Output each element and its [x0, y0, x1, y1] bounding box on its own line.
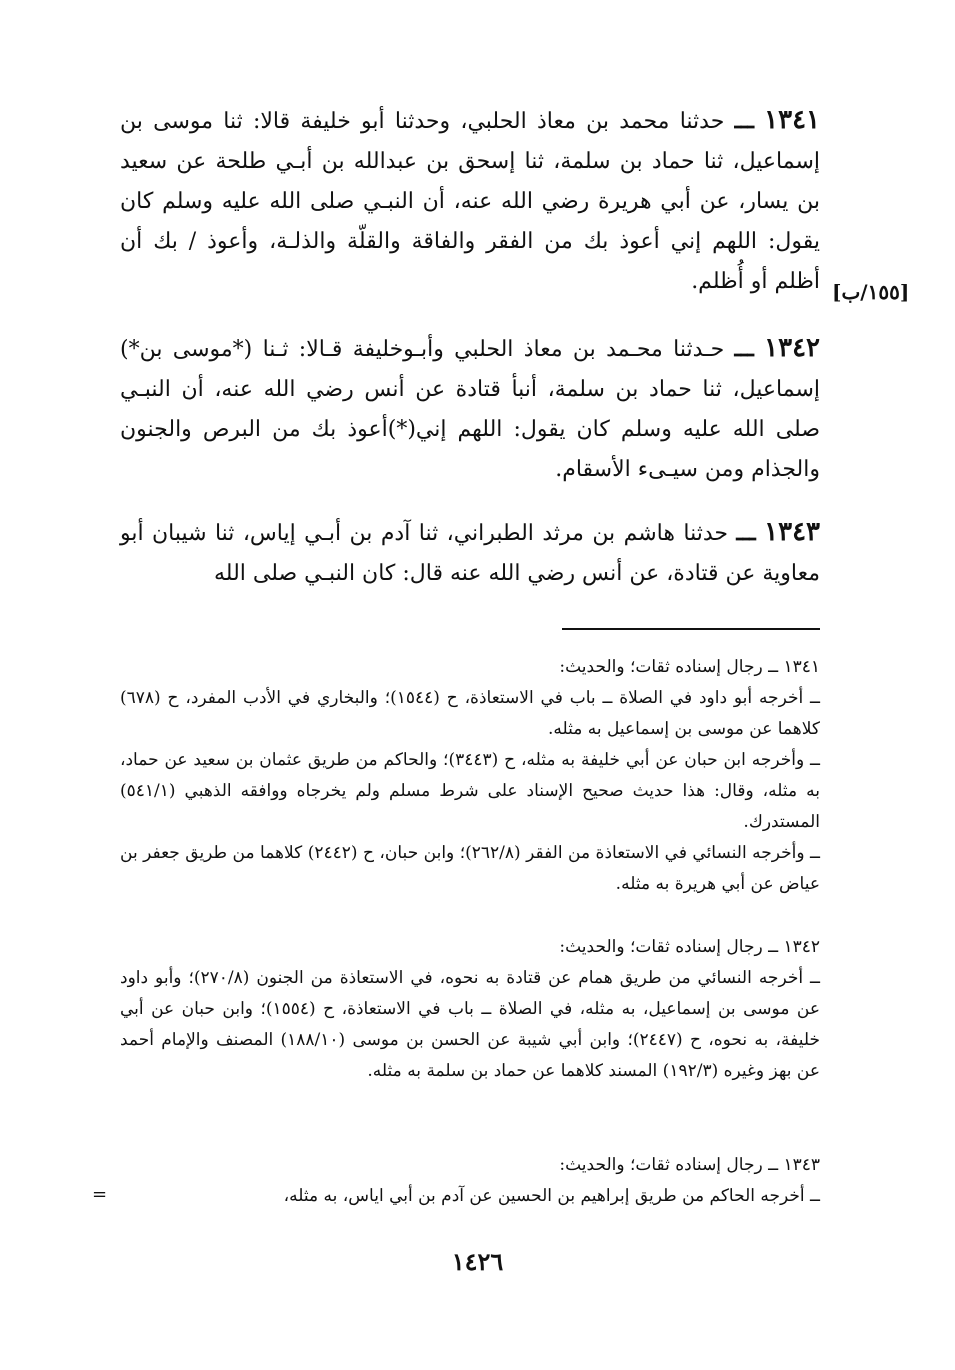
footnote-1342 [120, 932, 820, 1087]
footnote-item: ــ وأخرجه النسائي في الاستعاذة من الفقر (٢٦٢/٨)؛ وابن حبان، ح (٢٤٤٢) كلاهما من طريق جعفر بن عياض عن أبي هريرة به مثله. [120, 843, 820, 894]
footnote-1341 [120, 652, 820, 900]
footnote-head: ١٣٤١ ــ رجال إسناده ثقات؛ والحديث: [559, 657, 820, 677]
footnote-item: ــ أخرجه النسائي من طريق همام عن قتادة به نحوه، في الاستعاذة من الجنون (٢٧٠/٨)؛ وأبو داود عن موسى بن إسماعيل، به مثله، في الصلاة ــ باب في الاستعاذة، ح (١٥٥٤)؛ وابن حبان عن أبي خليفة، به نحوه، ح (٢٤٤٧)؛ وابن أبي شيبة عن الحسن بن موسى (١٨٨/١٠) المصنف والإمام أحمد عن بهز وغيره (١٩٢/٣) المسند كلاهما عن حماد بن سلمة به مثله. [120, 968, 821, 1081]
hadith-number: ١٣٤٢ [764, 333, 820, 363]
margin-folio-note: [١٥٥/ب] [832, 280, 910, 304]
hadith-1341 [120, 100, 820, 302]
hadith-dash: ـــ [734, 336, 754, 362]
footnote-separator [562, 628, 820, 630]
page-number: ١٤٢٦ [451, 1247, 504, 1276]
continuation-mark: = [92, 1184, 108, 1205]
hadith-number: ١٣٤١ [764, 105, 821, 135]
hadith-1343 [120, 512, 820, 594]
hadith-text: حدثنا هاشم بن مرثد الطبراني، ثنا آدم بن أبـي إياس، ثنا شيبان أبو معاوية عن قتادة، عن أنس رضي الله عنه قال: كان النبـي صلى الله [120, 521, 820, 586]
footnote-1343 [120, 1150, 820, 1212]
footnote-head: ١٣٤٢ ــ رجال إسناده ثقات؛ والحديث: [559, 937, 820, 957]
hadith-dash: ـــ [734, 108, 754, 134]
hadith-dash: ـــ [736, 520, 756, 546]
hadith-number: ١٣٤٣ [764, 517, 820, 547]
footnote-item: ــ أخرجه أبو داود في الصلاة ــ باب في الاستعاذة، ح (١٥٤٤)؛ والبخاري في الأدب المفرد، ح (٦٧٨) كلاهما عن موسى بن إسماعيل به مثله. [120, 688, 820, 739]
hadith-1342 [120, 328, 820, 490]
footnote-item: ــ أخرجه الحاكم من طريق إبراهيم بن الحسين عن آدم بن أبي اياس، به مثله، [283, 1186, 820, 1206]
footnote-head: ١٣٤٣ ــ رجال إسناده ثقات؛ والحديث: [559, 1155, 820, 1175]
hadith-text: حدثنا محمد بن معاذ الحلبي، وحدثنا أبو خليفة قالا: ثنا موسى بن إسماعيل، ثنا حماد بن سلمة، ثنا إسحق بن عبدالله بن أبـي طلحة عن سعيد بن يسار، عن أبي هريرة رضي الله عنه، أن النبـي صلى الله عليه وسلم كان يقول: اللهم إني أعوذ بك من الفقر والفاقة والقلّة والذلـة، وأعوذ / بك أن أظلم أو أُظلم. [120, 109, 820, 294]
hadith-text: حـدثنا محـمد بن معاذ الحلبي وأبـوخليفة قـالا: ثـنا (*موسى بن*) إسماعيل، ثنا حماد بن سلمة، أنبأ قتادة عن أنس رضي الله عنه، أن النبـي صلى الله عليه وسلم كان يقول: اللهم إني(*)أعوذ بك من البرص والجنون والجذام ومن سيـىء الأسقام. [120, 337, 820, 482]
footnote-item: ــ وأخرجه ابن حبان عن أبي خليفة به مثله، ح (٣٤٤٣)؛ والحاكم من طريق عثمان بن سعيد عن حماد، به مثله، وقال: هذا حديث صحيح الإسناد على شرط مسلم ولم يخرجاه ووافقه الذهبي (٥٤١/١) المستدرك. [120, 750, 821, 832]
